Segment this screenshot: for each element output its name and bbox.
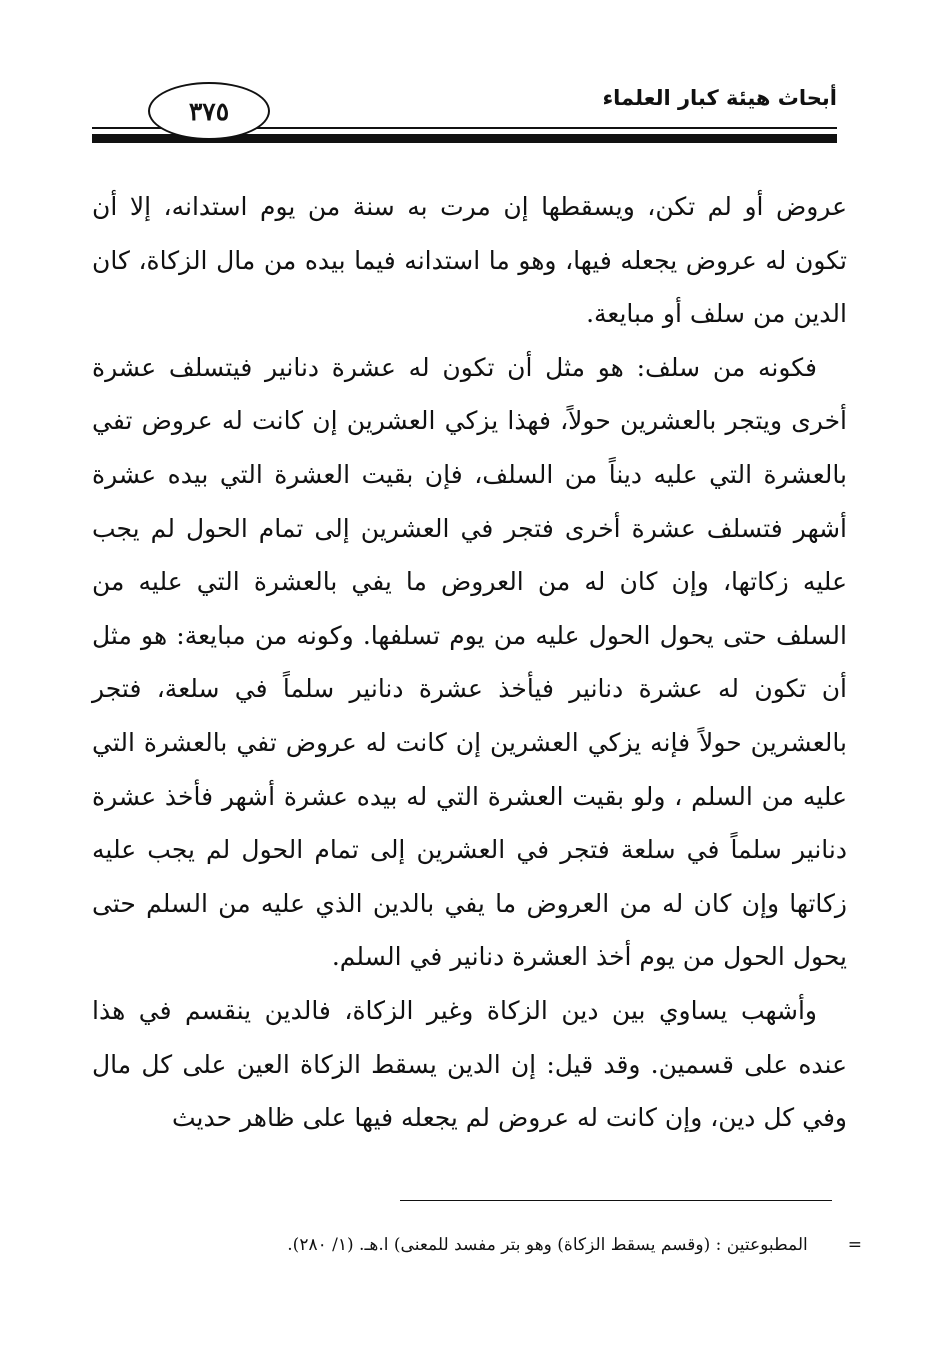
footnote: [200, 1235, 862, 1255]
body-text: [92, 180, 847, 1145]
footnote-continuation-marker: =: [847, 1235, 862, 1255]
paragraph-continuation: عروض أو لم تكن، ويسقطها إن مرت به سنة من يوم استدانه، إلا أن تكون له عروض يجعله فيها، وهو ما استدانه فيما بيده من مال الزكاة، كان الدين من سلف أو مبايعة.: [92, 192, 847, 329]
paragraph-salaf-mubaya: فكونه من سلف: هو مثل أن تكون له عشرة دنانير فيتسلف عشرة أخرى ويتجر بالعشرين حولاً، فهذا يزكي العشرين إن كانت له عروض تفي بالعشرة التي عليه ديناً من السلف، فإن بقيت العشرة التي بيده عشرة أشهر فتسلف عشرة أخرى فتجر في العشرين إلى تمام الحول لم يجب عليه زكاتها، وإن كان له من العروض ما يفي بالعشرة التي عليه من السلف حتى يحول الحول عليه من يوم تسلفها. وكونه من مبايعة: هو مثل أن تكون له عشرة دنانير فيأخذ عشرة دنانير سلماً في سلعة، فتجر بالعشرين حولاً فإنه يزكي العشرين إن كانت له عروض تفي بالعشرة التي عليه من السلم ، ولو بقيت العشرة التي له بيده عشرة أشهر فأخذ عشرة دنانير سلماً في سلعة فتجر في العشرين إلى تمام الحول لم يجب عليه زكاتها وإن كان له من العروض ما يفي بالدين الذي عليه من السلم حتى يحول الحول من يوم أخذ العشرة دنانير في السلم.: [92, 352, 847, 972]
page-header: [92, 82, 837, 152]
page-number: ٣٧٥: [148, 82, 270, 140]
running-title: أبحاث هيئة كبار العلماء: [602, 86, 837, 110]
footnote-text: المطبوعتين : (وقسم يسقط الزكاة) وهو بتر مفسد للمعنى) ا.هـ. (١/ ٢٨٠).: [287, 1235, 808, 1255]
paragraph-ashhab: وأشهب يساوي بين دين الزكاة وغير الزكاة، فالدين ينقسم في هذا عنده على قسمين. وقد قيل: إن الدين يسقط الزكاة العين على كل مال وفي كل دين، وإن كانت له عروض لم يجعله فيها على ظاهر حديث: [92, 995, 847, 1133]
footnote-separator: [400, 1200, 832, 1201]
